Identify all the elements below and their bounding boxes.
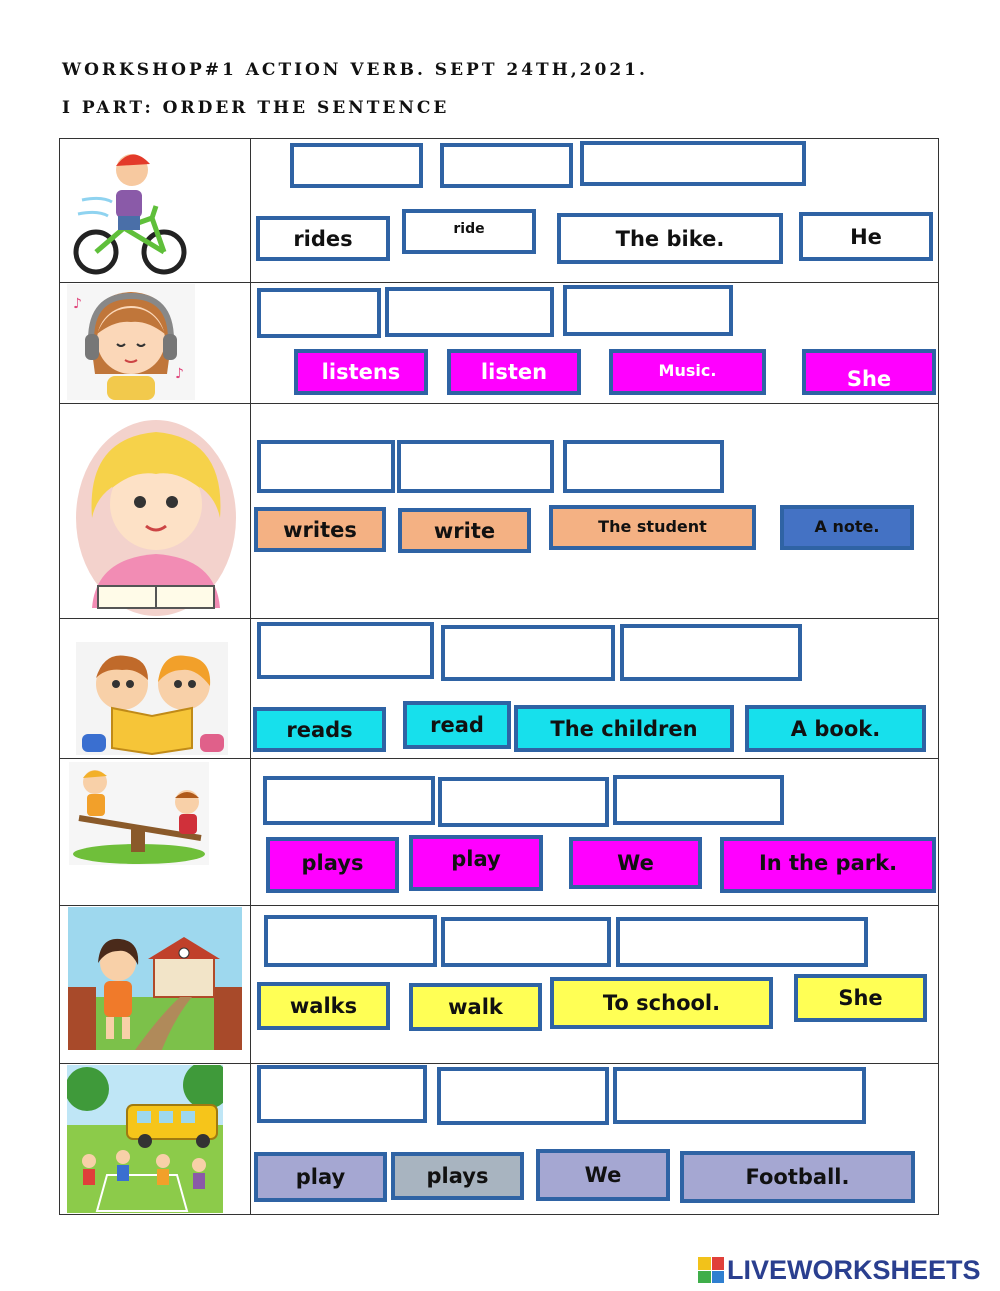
answer-slot[interactable] (257, 622, 434, 679)
row-divider (59, 758, 939, 759)
girl-writing-image (72, 408, 240, 616)
answer-slot[interactable] (613, 1067, 866, 1124)
children-playing-football-image (67, 1065, 223, 1213)
word-card[interactable]: plays (266, 837, 399, 893)
row-divider (59, 403, 939, 404)
liveworksheets-logo-icon (698, 1257, 724, 1283)
worksheet-title: WORKSHOP#1 ACTION VERB. SEPT 24TH,2021. (62, 60, 648, 80)
girl-with-headphones-image (67, 284, 195, 400)
answer-slot[interactable] (616, 917, 868, 967)
answer-slot[interactable] (437, 1067, 609, 1125)
worksheet-subtitle: I PART: ORDER THE SENTENCE (62, 98, 450, 118)
answer-slot[interactable] (613, 775, 784, 825)
word-card[interactable]: walks (257, 982, 390, 1030)
word-card[interactable]: We (536, 1149, 670, 1201)
liveworksheets-logo (698, 1255, 994, 1285)
word-card[interactable]: She (794, 974, 927, 1022)
word-card[interactable]: play (254, 1152, 387, 1202)
word-card[interactable]: A book. (745, 705, 926, 752)
answer-slot[interactable] (257, 288, 381, 338)
word-card[interactable]: The bike. (557, 213, 783, 264)
row-divider (59, 905, 939, 906)
answer-slot[interactable] (264, 915, 437, 967)
svg-text:♪: ♪ (175, 366, 184, 382)
word-card[interactable]: writes (254, 507, 386, 552)
word-card[interactable]: read (403, 701, 511, 749)
answer-slot[interactable] (385, 287, 554, 337)
answer-slot[interactable] (563, 285, 733, 336)
answer-slot[interactable] (620, 624, 802, 681)
boy-riding-bike-image (72, 140, 190, 280)
kids-on-seesaw-image (69, 762, 209, 865)
answer-slot[interactable] (397, 440, 554, 493)
word-card[interactable]: The children (514, 705, 734, 752)
answer-slot[interactable] (563, 440, 724, 493)
answer-slot[interactable] (257, 440, 395, 493)
answer-slot[interactable] (438, 777, 609, 827)
liveworksheets-logo-text: LIVEWORKSHEETS (727, 1254, 981, 1285)
answer-slot[interactable] (257, 1065, 427, 1123)
children-reading-image (76, 642, 228, 755)
svg-text:♪: ♪ (73, 296, 82, 312)
word-card[interactable]: We (569, 837, 702, 889)
row-divider (59, 1063, 939, 1064)
word-card[interactable]: A note. (780, 505, 914, 550)
answer-slot[interactable] (441, 917, 611, 967)
answer-slot[interactable] (290, 143, 423, 188)
word-card[interactable]: write (398, 508, 531, 553)
answer-slot[interactable] (440, 143, 573, 188)
word-card[interactable]: plays (391, 1152, 524, 1200)
word-card[interactable]: Music. (609, 349, 766, 395)
word-card[interactable]: play (409, 835, 543, 891)
word-card[interactable]: The student (549, 505, 756, 550)
answer-slot[interactable] (580, 141, 806, 186)
word-card[interactable]: walk (409, 983, 542, 1031)
word-card[interactable]: rides (256, 216, 390, 261)
word-card[interactable]: She (802, 349, 936, 395)
word-card[interactable]: He (799, 212, 933, 261)
word-card[interactable]: In the park. (720, 837, 936, 893)
word-card[interactable]: ride (402, 209, 536, 254)
word-card[interactable]: Football. (680, 1151, 915, 1203)
row-divider (59, 618, 939, 619)
girl-walking-to-school-image (68, 907, 242, 1060)
answer-slot[interactable] (441, 625, 615, 681)
word-card[interactable]: reads (253, 707, 386, 752)
answer-slot[interactable] (263, 776, 435, 825)
word-card[interactable]: listen (447, 349, 581, 395)
row-divider (59, 282, 939, 283)
word-card[interactable]: listens (294, 349, 428, 395)
table-divider (250, 138, 251, 1215)
word-card[interactable]: To school. (550, 977, 773, 1029)
